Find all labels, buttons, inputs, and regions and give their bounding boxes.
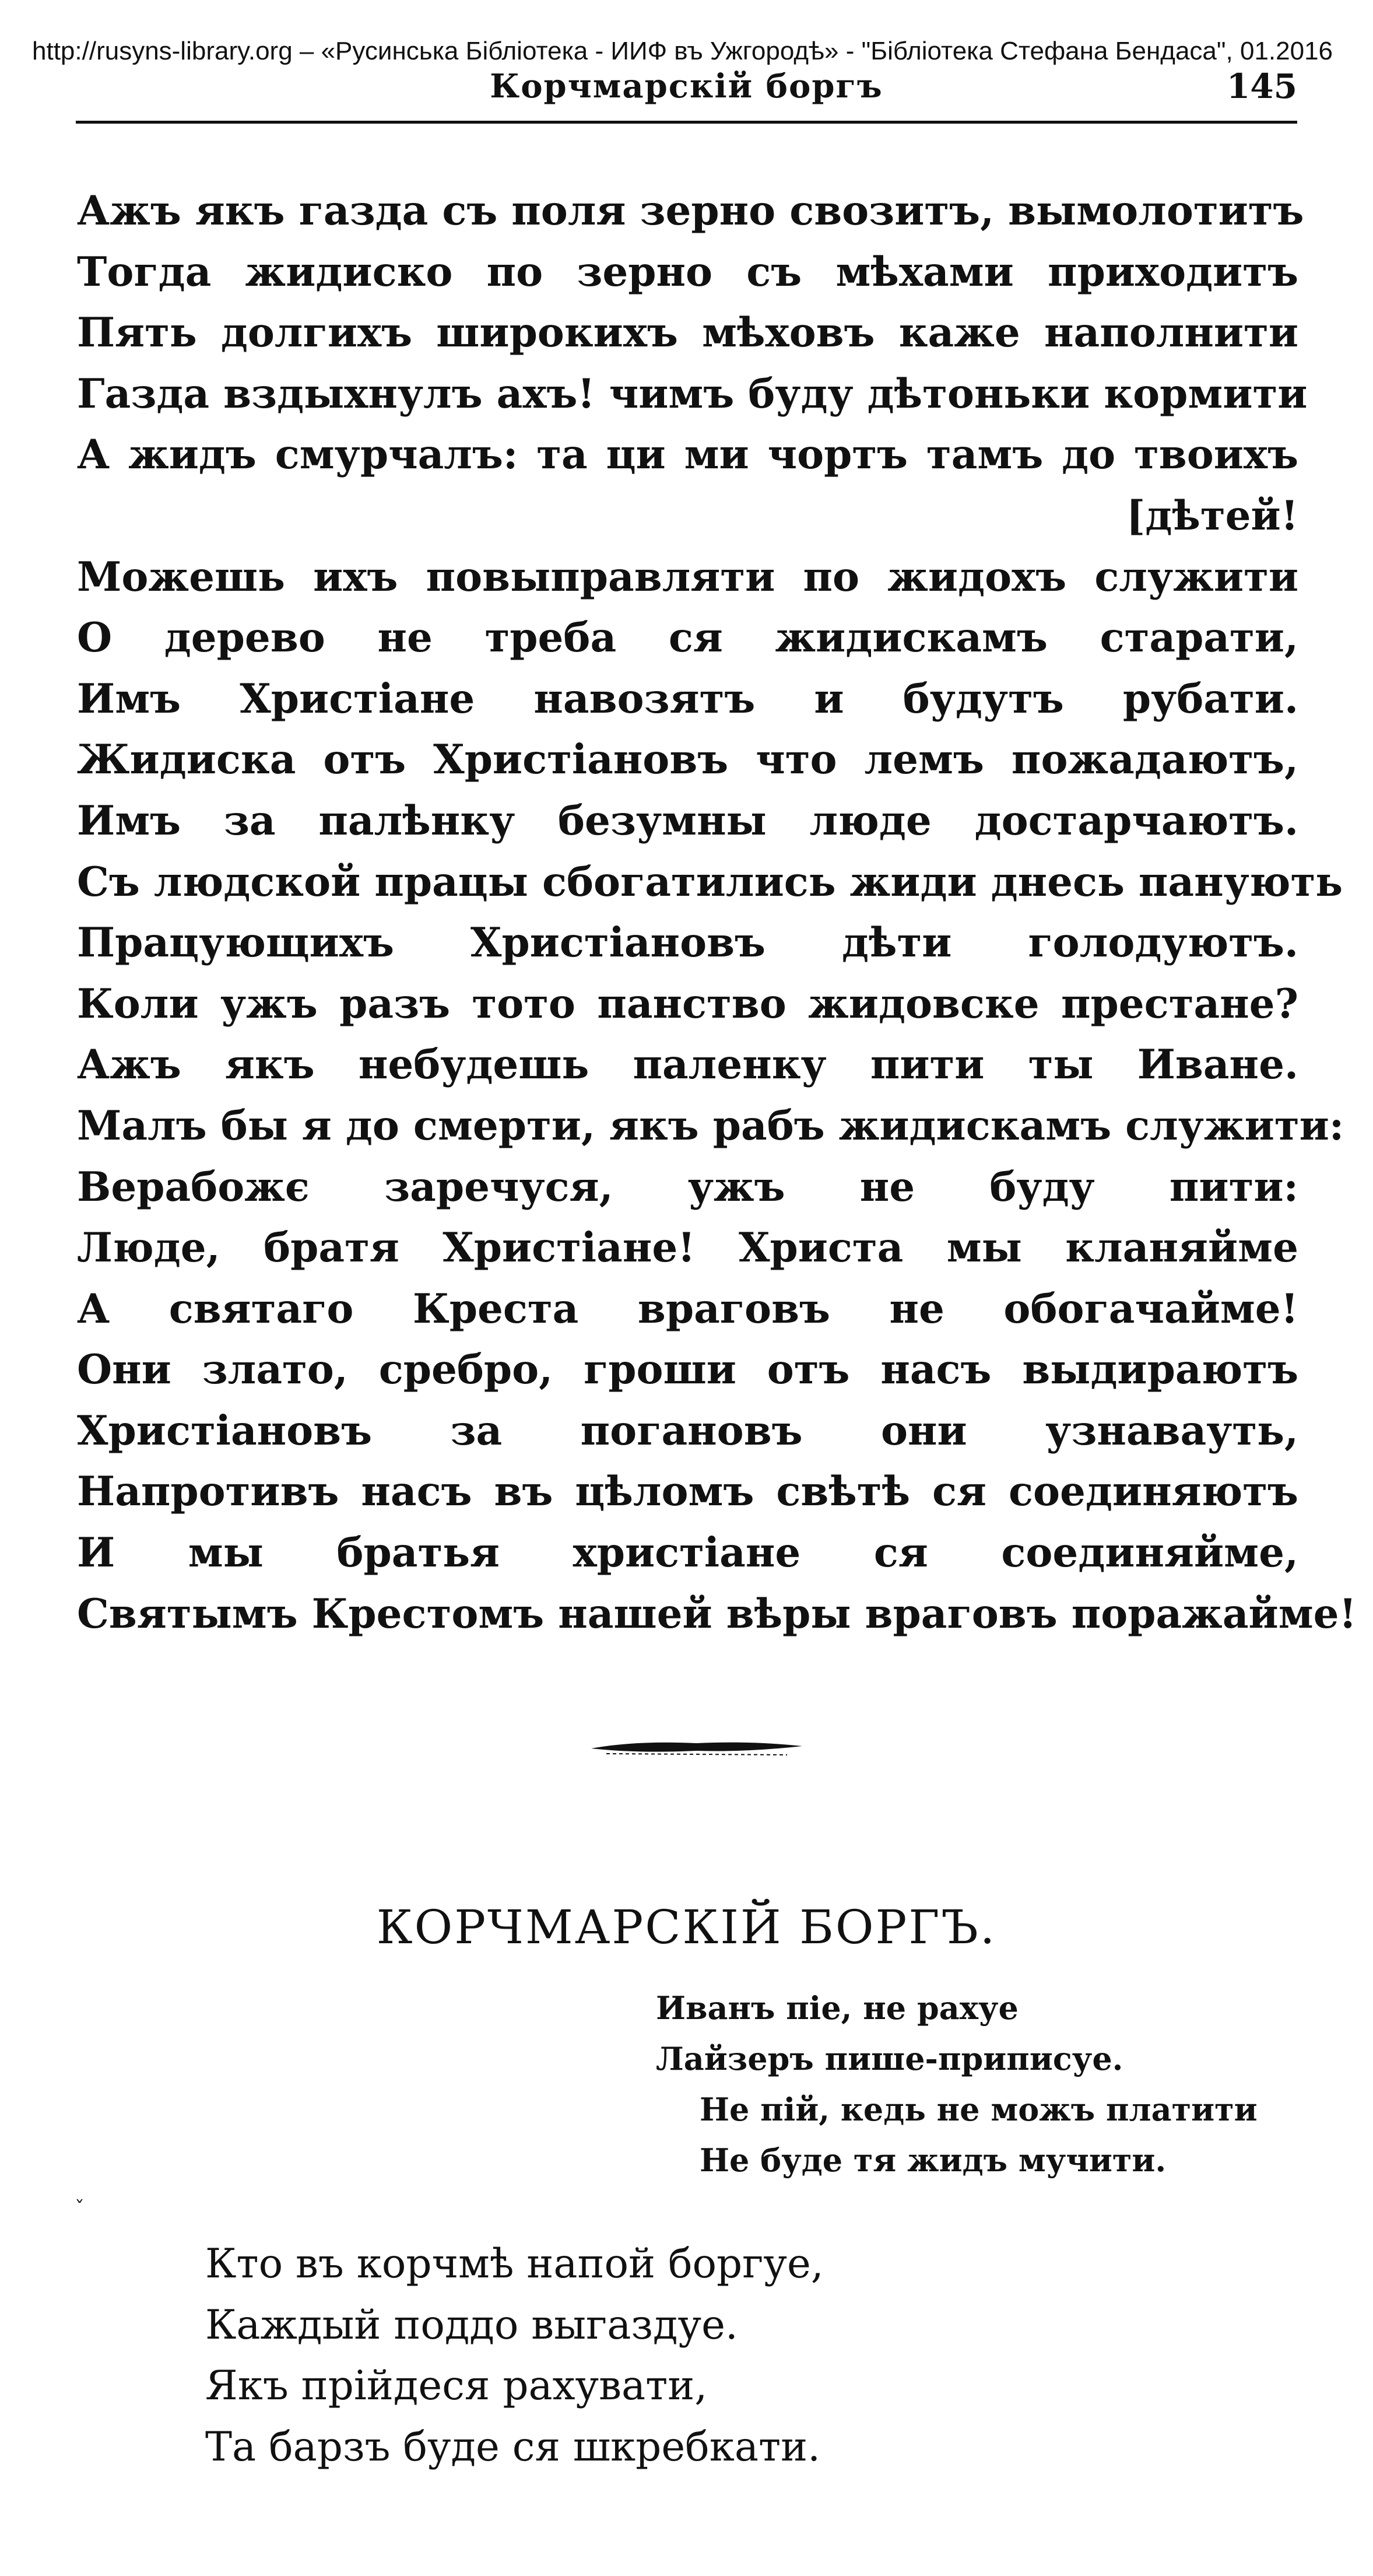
second-poem-body <box>205 2234 1080 2477</box>
poem-line: А святаго Креста враговъ не обогачайме! <box>77 1285 1298 1333</box>
epigraph <box>656 1983 1321 2186</box>
poem-line: Пять долгихъ широкихъ мѣховъ каже наполнити <box>77 309 1298 357</box>
poem-line: А жидъ смурчалъ: та ци ми чортъ тамъ до твоихъ <box>77 431 1298 479</box>
poem-line: Працующихъ Христіановъ дѣти голодуютъ. <box>77 919 1298 967</box>
second-poem-title: КОРЧМАРСКІЙ БОРГЪ. <box>376 1900 997 1954</box>
poem-line: Малъ бы я до смерти, якъ рабъ жидискамъ служити: <box>77 1102 1344 1149</box>
poem-line: И мы братья христіане ся соединяйме, <box>77 1529 1298 1577</box>
poem-line: Напротивъ насъ въ цѣломъ свѣтѣ ся соединяютъ <box>77 1468 1298 1516</box>
poem-line: Каждый поддо выгаздуе. <box>205 2301 738 2349</box>
running-head <box>76 65 1297 112</box>
main-poem <box>77 181 1357 1645</box>
poem-line: Имъ за палѣнку безумны люде достарчаютъ. <box>77 797 1298 844</box>
poem-line: Святымъ Крестомъ нашей вѣры враговъ поражайме! <box>77 1590 1357 1638</box>
epigraph-line: Иванъ піе, не рахуе <box>656 1989 1019 2027</box>
poem-line: Тогда жидиско по зерно съ мѣхами приходитъ <box>77 248 1298 296</box>
poem-line-continuation: [дѣтей! <box>1126 492 1298 539</box>
page-number: 145 <box>1226 66 1297 106</box>
epigraph-line: Не пій, кедь не можъ платити <box>700 2091 1258 2128</box>
poem-line: Газда вздыхнулъ ахъ! чимъ буду дѣтоньки кормити <box>77 370 1308 418</box>
poem-line: Коли ужъ разъ тото панство жидовске престане? <box>77 980 1298 1028</box>
poem-line: Имъ Христіане навозятъ и будутъ рубати. <box>77 675 1298 723</box>
running-title: Корчмарскій боргъ <box>490 67 883 106</box>
poem-line: Та барзъ буде ся шкребкати. <box>205 2423 821 2470</box>
poem-line: Якъ прійдеся рахувати, <box>205 2363 708 2410</box>
poem-line: Христіановъ за погановъ они узнавауть, <box>77 1407 1298 1455</box>
epigraph-line: Не буде тя жидъ мучити. <box>700 2142 1167 2179</box>
poem-line: Кто въ корчмѣ напой боргуе, <box>205 2241 824 2287</box>
poem-line: Можешь ихъ повыправляти по жидохъ служити <box>77 553 1298 601</box>
source-attribution: http://rusyns-library.org – «Русинська Бібліотека - ИИФ въ Ужгородѣ» - "Бібліотека Стефана Бендаса", 01.2016 <box>32 37 1333 65</box>
poem-line: Съ людской працы сбогатились жиди днесь панують <box>77 858 1343 906</box>
poem-line: Верабожє заречуся, ужъ не буду пити: <box>77 1163 1298 1211</box>
poem-line: О дерево не треба ся жидискамъ старати, <box>77 614 1298 662</box>
stray-print-mark: ˇ <box>75 2197 85 2220</box>
epigraph-line: Лайзеръ пише-приписуе. <box>656 2040 1123 2077</box>
poem-line: Ажъ якъ небудешь паленку пити ты Иване. <box>77 1041 1298 1089</box>
poem-line: Они злато, сребро, гроши отъ насъ выдираютъ <box>77 1346 1298 1394</box>
header-rule <box>76 121 1297 124</box>
poem-line: Жидиска отъ Христіановъ что лемъ пожадаютъ, <box>77 736 1298 784</box>
section-divider-ornament <box>589 1737 805 1758</box>
poem-line: Ажъ якъ газда съ поля зерно свозитъ, вымолотитъ <box>77 187 1304 234</box>
poem-line: Люде, братя Христіане! Христа мы кланяйме <box>77 1224 1298 1272</box>
